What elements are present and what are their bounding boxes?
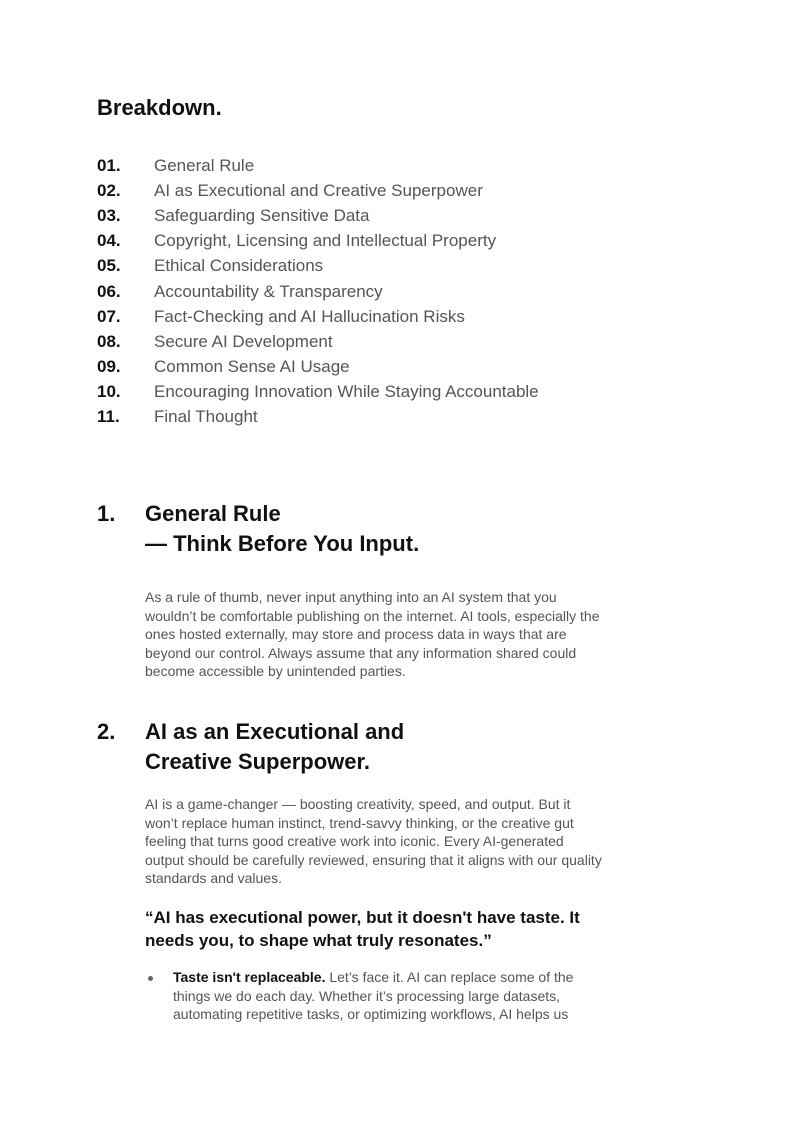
pull-quote: “AI has executional power, but it doesn't have taste. It needs you, to shape what truly resonates.” (145, 908, 580, 950)
toc-item (97, 153, 539, 178)
toc-item (97, 355, 539, 380)
bullet-item (145, 968, 585, 1024)
toc-label: Safeguarding Sensitive Data (154, 205, 370, 225)
bullet-dot-icon (148, 976, 153, 981)
toc-item (97, 203, 539, 228)
toc-item (97, 405, 539, 430)
toc-item (97, 304, 539, 329)
toc-number: 01. (97, 155, 121, 175)
section-1-title-line-2: — Think Before You Input. (145, 531, 420, 556)
toc-number: 04. (97, 231, 121, 251)
toc-number: 02. (97, 180, 121, 200)
breakdown-title: Breakdown. (97, 95, 222, 120)
toc-number: 07. (97, 306, 121, 326)
section-2-title-line-2: Creative Superpower. (145, 749, 370, 774)
bullet-text: Let’s face it. AI can replace some of the things we do each day. Whether it’s processing large datasets, automating repetitive tasks, or optimizing workflows, AI helps us (173, 969, 574, 1023)
bullet-list (145, 968, 585, 1024)
toc-label: Secure AI Development (154, 331, 333, 351)
section-2-body: AI is a game-changer — boosting creativity, speed, and output. But it won’t replace human instinct, trend-savvy thinking, or the creative gut feeling that turns good creative work into iconic. Every AI-generated output should be carefully reviewed, ensuring that it aligns with our quality standards and values. (145, 796, 602, 887)
toc-label: Encouraging Innovation While Staying Accountable (154, 382, 539, 402)
section-1-body: As a rule of thumb, never input anything into an AI system that you wouldn’t be comfortable publishing on the internet. AI tools, especially the ones hosted externally, may store and process data in ways that are beyond our control. Always assume that any information shared could become accessible by unintended parties. (145, 589, 600, 680)
toc-item (97, 254, 539, 279)
section-1-title (145, 499, 419, 559)
toc-number: 08. (97, 331, 121, 351)
section-2-title-line-1: AI as an Executional and (145, 719, 405, 744)
bullet-lead: Taste isn't replaceable. (173, 969, 326, 985)
toc-label: Common Sense AI Usage (154, 357, 350, 377)
toc-label: AI as Executional and Creative Superpower (154, 180, 483, 200)
toc-item (97, 229, 539, 254)
toc-number: 11. (97, 407, 120, 427)
toc-label: Accountability & Transparency (154, 281, 383, 301)
toc-number: 09. (97, 357, 121, 377)
toc-item (97, 178, 539, 203)
section-1-number: 1. (97, 501, 116, 526)
toc-item (97, 279, 539, 304)
toc-number: 03. (97, 205, 121, 225)
toc-label: Ethical Considerations (154, 256, 324, 276)
toc-label: Copyright, Licensing and Intellectual Property (154, 231, 497, 251)
toc-number: 06. (97, 281, 121, 301)
toc-item (97, 329, 539, 354)
section-2-title (145, 717, 404, 777)
toc-number: 05. (97, 256, 121, 276)
section-1-title-line-1: General Rule (145, 501, 281, 526)
toc-item (97, 380, 539, 405)
toc-label: Final Thought (154, 407, 258, 427)
section-2-number: 2. (97, 719, 116, 744)
toc-label: General Rule (154, 155, 255, 175)
toc-number: 10. (97, 382, 121, 402)
table-of-contents (97, 153, 539, 430)
toc-label: Fact-Checking and AI Hallucination Risks (154, 306, 465, 326)
